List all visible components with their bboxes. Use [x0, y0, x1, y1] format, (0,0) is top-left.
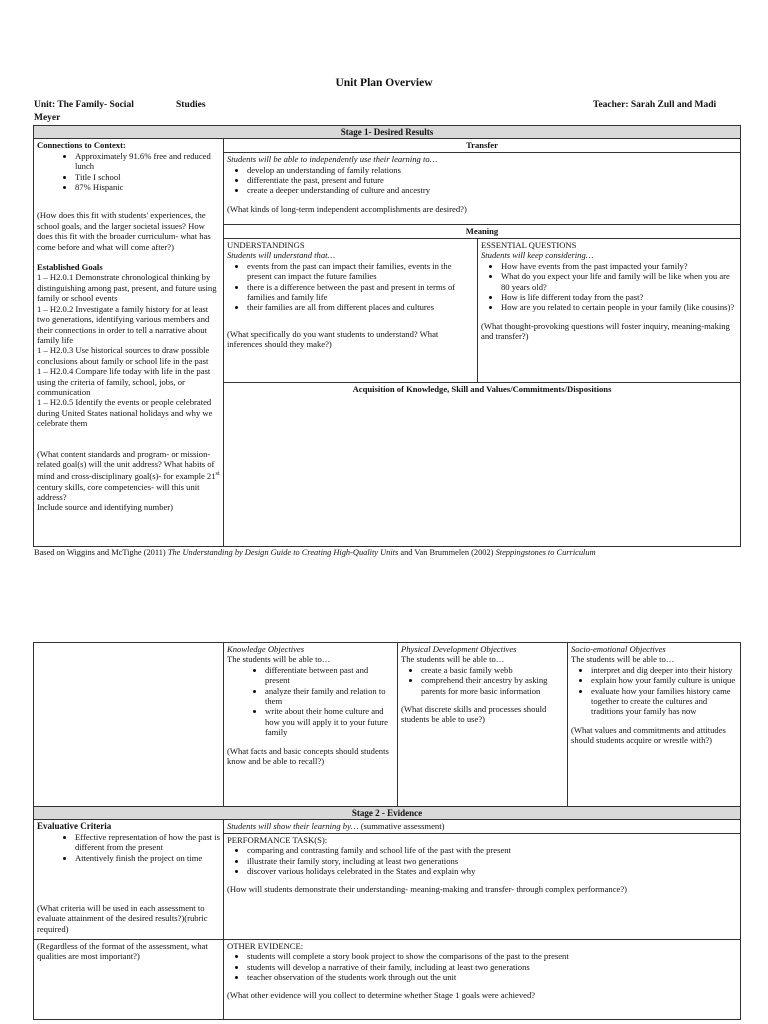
- evaluative-criteria-list: [37, 832, 220, 863]
- empty-objectives-cell: [34, 643, 224, 807]
- list-item: • How are you related to certain people in your family (like cousins)?: [501, 302, 737, 312]
- list-item: • develop an understanding of family relations: [247, 165, 737, 175]
- assessment-qualities-cell: [34, 939, 224, 1019]
- list-item: • comparing and contrasting family and school life of the past with the present: [247, 845, 737, 855]
- list-item: • analyze their family and relation to them: [265, 686, 394, 707]
- unit-studies: Studies: [176, 100, 206, 110]
- context-question: (How does this fit with students' experiences, the school goals, and the larger societal issues? How does this fit with the broader curriculum- what has come before and what will come after?): [37, 210, 211, 252]
- essential-questions-cell: [478, 238, 741, 382]
- understandings-cell: [224, 238, 478, 382]
- transfer-header: Transfer: [224, 139, 741, 153]
- performance-task-question: (How will students demonstrate their understanding- meaning-making and transfer- through complex performance?): [227, 884, 628, 895]
- list-item: • their families are all from different places and cultures: [247, 302, 474, 312]
- physical-objectives-cell: [398, 643, 568, 807]
- evaluative-criteria-cell: [34, 820, 224, 939]
- list-item: • create a basic family webb: [421, 665, 564, 675]
- goals-question: (What content standards and program- or mission-related goal(s) will the unit address? What habits of mind and cross-disciplinary goal(s)- for example 21st century skills, core competencies- will this unit address?: [37, 448, 220, 503]
- list-item: • How is life different today from the past?: [501, 292, 737, 302]
- context-list: [37, 151, 220, 193]
- understandings-list: [227, 261, 474, 313]
- list-item: • explain how your family culture is unique: [591, 675, 737, 685]
- list-item: • Attentively finish the project on time: [75, 853, 220, 863]
- context-title: Connections to Context:: [37, 140, 126, 151]
- evaluative-criteria-title: Evaluative Criteria: [37, 821, 112, 832]
- meaning-header: Meaning: [224, 225, 741, 239]
- transfer-cell: [224, 153, 741, 225]
- list-item: • 87% Hispanic: [75, 182, 220, 192]
- list-item: • teacher observation of the students work through out the unit: [247, 972, 737, 982]
- goal-item: 1 – H2.0.5 Identify the events or people celebrated during United States national holidays and why we celebrate them: [37, 397, 213, 429]
- list-item: • students will complete a story book project to show the comparisons of the past to the present: [247, 951, 737, 961]
- list-item: • students will develop a narrative of their family, including at least two generations: [247, 962, 737, 972]
- objectives-evidence-table: [33, 642, 741, 1020]
- list-item: • comprehend their ancestry by asking parents for more basic information: [421, 675, 564, 696]
- assessment-qualities-question: (Regardless of the format of the assessment, what qualities are most important?): [37, 940, 208, 962]
- list-item: • Effective representation of how the past is different from the present: [75, 832, 220, 853]
- essential-questions-title: ESSENTIAL QUESTIONS: [481, 239, 577, 250]
- list-item: • create a deeper understanding of culture and ancestry: [247, 185, 737, 195]
- knowledge-objectives-cell: [224, 643, 398, 807]
- stage1-table: [33, 125, 741, 547]
- transfer-question: (What kinds of long-term independent accomplishments are desired?): [227, 203, 467, 214]
- essential-questions-intro: Students will keep considering…: [481, 250, 594, 261]
- socio-emotional-question: (What values and commitments and attitudes should students acquire or wrestle with?): [571, 724, 726, 746]
- socio-emotional-title: Socio-emotional Objectives: [571, 644, 666, 654]
- list-item: • differentiate the past, present and future: [247, 175, 737, 185]
- physical-objectives-list: [401, 665, 564, 696]
- transfer-list: [227, 165, 737, 196]
- list-item: • events from the past can impact their families, events in the present can impact the future families: [247, 261, 474, 282]
- goal-item: 1 – H2.0.1 Demonstrate chronological thinking by distinguishing among past, present, and future using family or school events: [37, 272, 217, 304]
- list-item: • What do you expect your life and family will be like when you are 80 years old?: [501, 271, 737, 292]
- socio-emotional-list: [571, 665, 737, 717]
- socio-emotional-objectives-cell: [568, 643, 741, 807]
- source-footer: Based on Wiggins and McTighe (2011) The Understanding by Design Guide to Creating High-Quality Units and Van Brummelen (2002) Steppingstones to Curriculum: [34, 548, 596, 557]
- goal-item: 1 – H2.0.4 Compare life today with life in the past using the criteria of family, school, jobs, or communication: [37, 366, 211, 397]
- understandings-intro: Students will understand that…: [227, 250, 336, 261]
- page-title: Unit Plan Overview: [335, 77, 433, 89]
- list-item: • discover various holidays celebrated in the States and explain why: [247, 866, 737, 876]
- socio-emotional-intro: The students will be able to…: [571, 654, 675, 665]
- performance-task-cell: [224, 833, 741, 939]
- physical-objectives-title: Physical Development Objectives: [401, 644, 517, 654]
- knowledge-objectives-question: (What facts and basic concepts should students know and be able to recall?): [227, 745, 389, 767]
- list-item: • Approximately 91.6% free and reduced lunch: [75, 151, 220, 172]
- list-item: • there is a difference between the past and present in terms of families and family life: [247, 282, 474, 303]
- list-item: • Title I school: [75, 172, 220, 182]
- physical-objectives-question: (What discrete skills and processes should students be able to use?): [401, 704, 547, 725]
- goals-title: Established Goals: [37, 262, 103, 273]
- acquisition-header: Acquisition of Knowledge, Skill and Values/Commitments/Dispositions: [224, 382, 741, 547]
- performance-task-list: [227, 845, 737, 876]
- teacher-label: Teacher: Sarah Zull and Madi: [593, 100, 717, 110]
- understandings-title: UNDERSTANDINGS: [227, 239, 305, 250]
- list-item: • differentiate between past and present: [265, 665, 394, 686]
- list-item: • evaluate how your families history came together to create the cultures and traditions your family has now: [591, 686, 737, 717]
- unit-label: Unit: The Family- Social: [34, 100, 134, 110]
- essential-questions-list: [481, 261, 737, 313]
- goal-item: 1 – H2.0.3 Use historical sources to draw possible conclusions about family or school life in the past: [37, 345, 210, 366]
- list-item: • How have events from the past impacted your family?: [501, 261, 737, 271]
- other-evidence-cell: [224, 939, 741, 1019]
- unit-label-continued: Meyer: [34, 113, 61, 123]
- physical-objectives-intro: The students will be able to…: [401, 654, 505, 665]
- stage1-header: Stage 1- Desired Results: [34, 126, 741, 139]
- knowledge-objectives-list: [227, 665, 394, 738]
- knowledge-objectives-title: Knowledge Objectives: [227, 644, 305, 654]
- list-item: • interpret and dig deeper into their history: [591, 665, 737, 675]
- transfer-intro: Students will be able to independently use their learning to…: [227, 154, 438, 165]
- other-evidence-question: (What other evidence will you collect to determine whether Stage 1 goals were achieved?: [227, 990, 536, 1001]
- performance-task-title: PERFORMANCE TASK(S):: [227, 834, 328, 845]
- list-item: • write about their home culture and how you will apply it to your future family: [265, 706, 394, 737]
- goals-source-note: Include source and identifying number): [37, 502, 174, 513]
- stage2-header: Stage 2 - Evidence: [34, 807, 741, 820]
- goal-item: 1 – H2.0.2 Investigate a family history for at least two generations, identifying various members and their connections in order to tell a narrative about family life: [37, 303, 210, 345]
- context-cell: [34, 139, 224, 547]
- understandings-question: (What specifically do you want students to understand? What inferences should they make?): [227, 328, 439, 350]
- other-evidence-list: [227, 951, 737, 982]
- essential-questions-question: (What thought-provoking questions will foster inquiry, meaning-making and transfer?): [481, 320, 730, 342]
- knowledge-objectives-intro: The students will be able to…: [227, 654, 331, 665]
- other-evidence-title: OTHER EVIDENCE:: [227, 940, 304, 951]
- summative-intro: Students will show their learning by… (summative assessment): [224, 820, 741, 833]
- list-item: • illustrate their family story, including at least two generations: [247, 856, 737, 866]
- evaluative-criteria-question: (What criteria will be used in each assessment to evaluate attainment of the desired results?)(rubric required): [37, 903, 208, 934]
